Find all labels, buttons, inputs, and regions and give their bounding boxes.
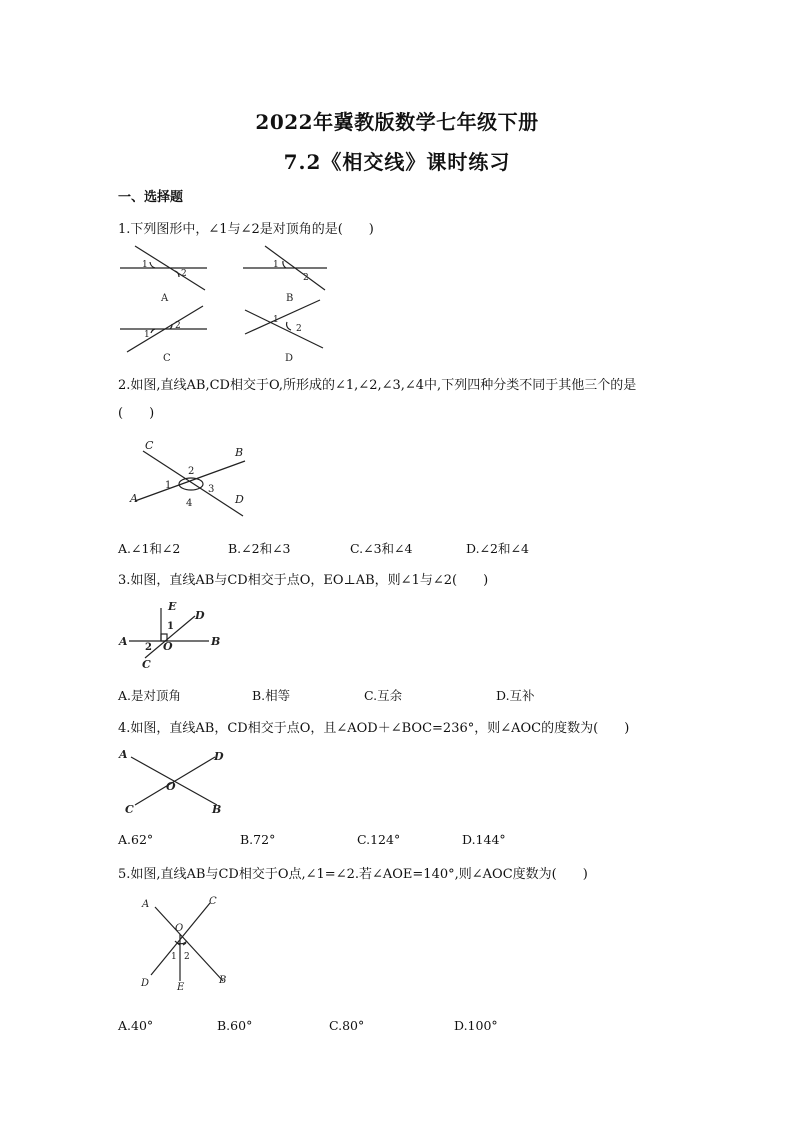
q5-angle-2: 2 [184, 952, 190, 962]
q5-label-e: E [177, 982, 185, 993]
question-2-stem-line1: 2.如图,直线AB,CD相交于O,所形成的∠1,∠2,∠3,∠4中,下列四种分类不同于其他三个的是 [118, 378, 637, 393]
q2-option-c[interactable]: C.∠3和∠4 [350, 541, 413, 556]
q1-label-a: A [161, 293, 169, 304]
q3-label-b: B [211, 635, 221, 648]
q2-angle-1: 1 [165, 480, 172, 491]
q4-label-c: C [125, 803, 134, 815]
q5-label-a: A [142, 899, 150, 910]
q2-angle-3: 3 [208, 484, 215, 495]
q2-angle-4: 4 [186, 498, 193, 509]
q5-option-a[interactable]: A.40° [118, 1018, 154, 1033]
q5-label-d: D [141, 978, 150, 989]
q4-label-a: A [119, 748, 128, 761]
question-1-figure [115, 240, 365, 365]
q2-option-d[interactable]: D.∠2和∠4 [466, 541, 529, 556]
q2-label-a: A [130, 492, 138, 505]
question-2-stem-line2: ( ) [118, 406, 155, 421]
question-3-stem: 3.如图，直线AB与CD相交于点O，EO⊥AB，则∠1与∠2( ) [118, 573, 489, 588]
question-5-stem: 5.如图,直线AB与CD相交于O点,∠1=∠2.若∠AOE=140°,则∠AOC度数为( ) [118, 867, 588, 882]
q5-label-b: B [219, 975, 227, 986]
q3-label-c: C [142, 658, 151, 671]
q1-d-angle-2: 2 [296, 324, 302, 334]
question-2-figure [125, 436, 260, 526]
q4-option-d[interactable]: D.144° [462, 832, 506, 847]
q3-option-a[interactable]: A.是对顶角 [118, 688, 182, 703]
q4-option-c[interactable]: C.124° [357, 832, 401, 847]
question-4-figure [117, 745, 232, 815]
q1-a-angle-2: 2 [181, 269, 187, 279]
q2-label-d: D [235, 493, 244, 506]
q3-label-a: A [119, 635, 128, 648]
q1-d-angle-1: 1 [273, 315, 279, 325]
q1-c-angle-1: 1 [144, 330, 150, 340]
q5-label-o: O [175, 923, 184, 934]
q1-a-angle-1: 1 [142, 260, 148, 270]
question-3-figure [117, 598, 227, 672]
question-1-stem: 1.下列图形中，∠1与∠2是对顶角的是( ) [118, 222, 374, 237]
q4-label-d: D [214, 750, 224, 763]
q3-option-c[interactable]: C.互余 [364, 688, 403, 703]
q2-angle-2: 2 [188, 466, 195, 477]
q3-angle-2: 2 [145, 642, 152, 653]
q2-label-c: C [145, 439, 154, 452]
q3-angle-1: 1 [167, 621, 174, 632]
q5-option-c[interactable]: C.80° [329, 1018, 365, 1033]
question-4-stem: 4.如图，直线AB，CD相交于点O，且∠AOD＋∠BOC=236°，则∠AOC的度数为( ) [118, 721, 630, 736]
q1-c-angle-2: 2 [175, 321, 181, 331]
document-subtitle: 7.2《相交线》课时练习 [283, 150, 511, 174]
q1-label-c: C [163, 353, 171, 364]
q1-b-angle-1: 1 [273, 260, 279, 270]
q5-option-b[interactable]: B.60° [217, 1018, 253, 1033]
q2-option-a[interactable]: A.∠1和∠2 [118, 541, 181, 556]
q3-label-o: O [163, 640, 173, 653]
q4-label-b: B [212, 803, 222, 815]
question-5-figure [135, 893, 240, 1003]
q2-option-b[interactable]: B.∠2和∠3 [228, 541, 291, 556]
q2-label-b: B [235, 446, 244, 459]
q4-option-a[interactable]: A.62° [118, 832, 154, 847]
q3-option-d[interactable]: D.互补 [496, 688, 535, 703]
q1-label-b: B [286, 293, 294, 304]
q3-label-e: E [168, 600, 177, 613]
q5-angle-1: 1 [171, 952, 177, 962]
q4-label-o: O [166, 780, 176, 793]
section-heading: 一、选择题 [118, 190, 184, 205]
q5-label-c: C [209, 896, 217, 907]
q5-option-d[interactable]: D.100° [454, 1018, 498, 1033]
document-title: 2022年冀教版数学七年级下册 [255, 110, 539, 134]
q4-option-b[interactable]: B.72° [240, 832, 276, 847]
q3-option-b[interactable]: B.相等 [252, 688, 291, 703]
q1-b-angle-2: 2 [303, 273, 309, 283]
q3-label-d: D [195, 609, 205, 622]
q1-label-d: D [285, 353, 294, 364]
